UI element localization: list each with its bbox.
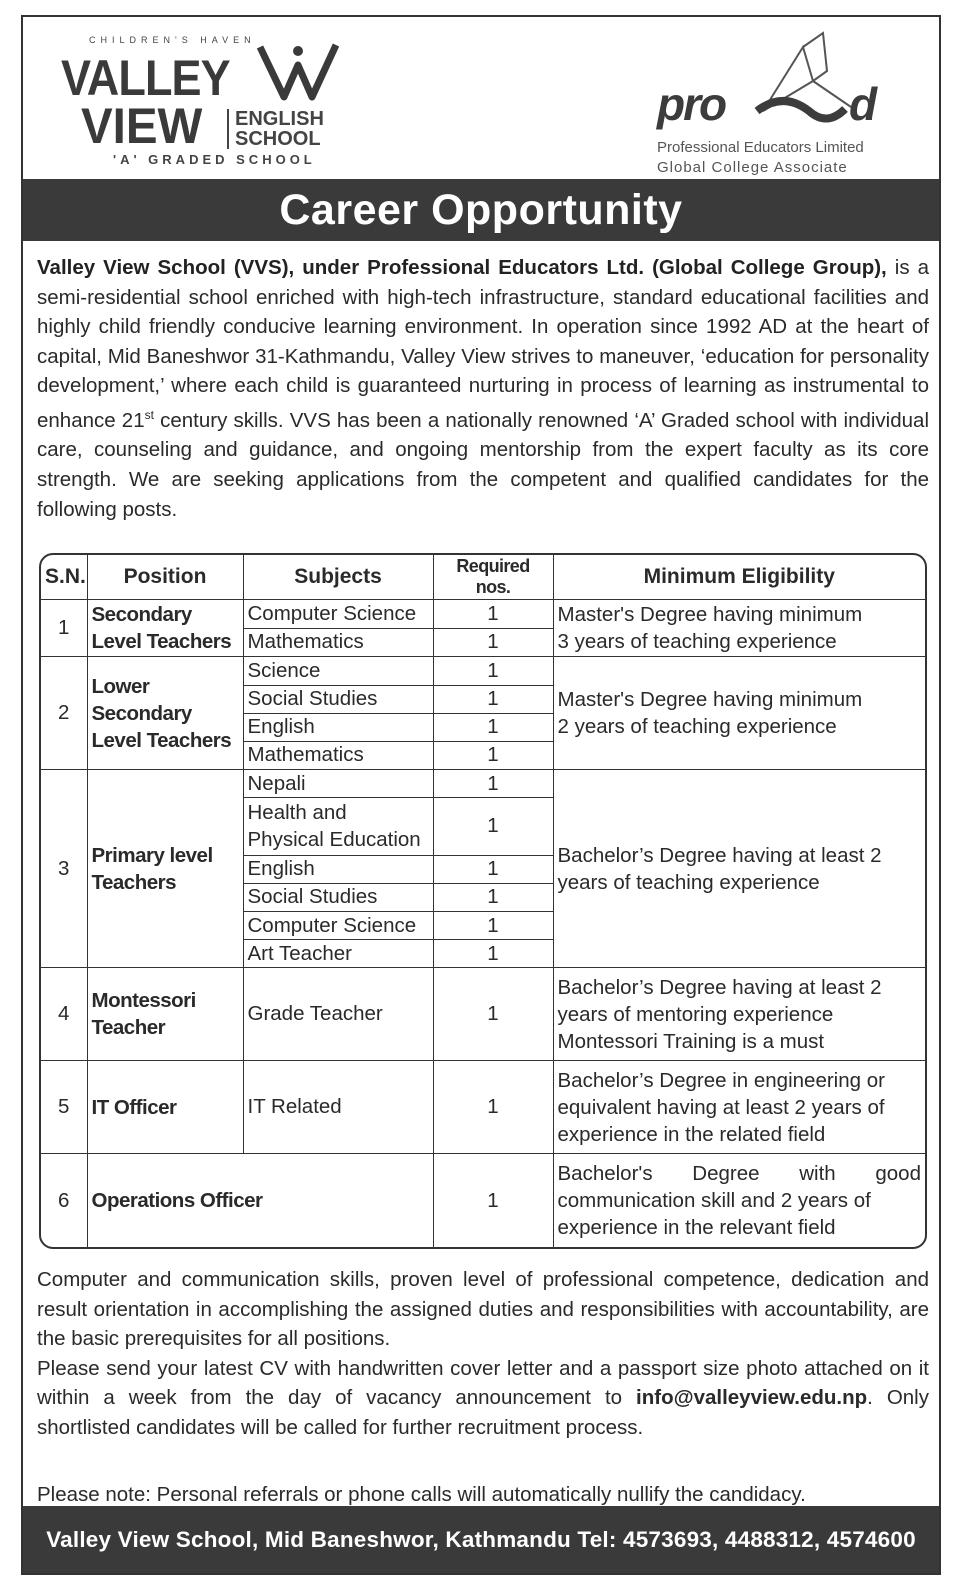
- required-cell: 1: [433, 912, 553, 940]
- position-line: Level Teachers: [91, 728, 232, 752]
- subject-cell: Social Studies: [243, 685, 433, 713]
- position-line: Level Teachers: [91, 630, 232, 654]
- intro-body-1: is a semi-residential school enriched with high-tech infrastructure, standard educational facilities and highly child friendly conducive learning environment. In operation since 1992 AD at the heart of capital, Mid Baneshwor 31-Kathmandu, Valley View strives to maneuver, ‘education for personality development,’ where each child is guaranteed nurturing in process of learning as instrumental to enhance 21: [37, 256, 929, 432]
- required-cell: 1: [433, 599, 553, 628]
- outro-text: [37, 1265, 929, 1443]
- subject-cell: Mathematics: [243, 628, 433, 657]
- required-cell: 1: [433, 770, 553, 798]
- note-text: Please note: Personal referrals or phone calls will automatically nullify the candidacy.: [37, 1483, 806, 1506]
- logo-english-school: [227, 109, 324, 149]
- eligibility-line: years of teaching experience: [557, 870, 820, 894]
- eligibility-line: experience in the relevant field: [557, 1216, 836, 1240]
- subject-cell: Nepali: [243, 770, 433, 798]
- position-line: Secondary: [91, 701, 192, 725]
- eligibility-line: communication skill and 2 years of: [557, 1189, 871, 1213]
- table-row: [41, 657, 925, 685]
- row-position: [87, 657, 243, 770]
- row-sn: 1: [41, 599, 87, 656]
- header-subjects: Subjects: [243, 555, 433, 599]
- outro-paragraph-1: Computer and communication skills, proven level of professional competence, dedication and result orientation in accomplishing the assigned duties and responsibilities with accountability, are the basic prerequisites for all positions.: [37, 1268, 929, 1351]
- subject-cell: Mathematics: [243, 741, 433, 769]
- header-eligibility: Minimum Eligibility: [553, 555, 925, 599]
- row-position: [87, 599, 243, 656]
- subject-cell: English: [243, 713, 433, 741]
- eligibility-line: experience in the related field: [557, 1122, 826, 1146]
- logo-english: ENGLISH: [235, 108, 324, 130]
- eligibility-line: Montessori Training is a must: [557, 1029, 825, 1053]
- eligibility-line: Bachelor's Degree with good: [557, 1162, 921, 1186]
- eligibility-line: Master's Degree having minimum: [557, 688, 863, 712]
- logo-tagline: CHILDREN'S HAVEN: [89, 35, 256, 45]
- subject-cell: Science: [243, 657, 433, 685]
- intro-superscript: st: [144, 407, 154, 422]
- required-cell: 1: [433, 657, 553, 685]
- prod-logo: [653, 25, 923, 175]
- eligibility-line: equivalent having at least 2 years of: [557, 1095, 885, 1119]
- valley-view-logo: [41, 35, 341, 170]
- subject-cell: IT Related: [243, 1061, 433, 1154]
- prod-word: pro: [657, 78, 726, 130]
- positions-table: [39, 553, 927, 1249]
- required-cell: 1: [433, 628, 553, 657]
- prod-word-end: d: [849, 78, 878, 130]
- required-cell: 1: [433, 685, 553, 713]
- logo-view-text: VIEW: [81, 98, 203, 154]
- required-cell: 1: [433, 741, 553, 769]
- row-position: [87, 770, 243, 968]
- header-required: Required nos.: [433, 555, 553, 599]
- outro-paragraph-2-start: Please send your latest CV with handwritten cover letter and a passport size photo attached on it within a week from the day of vacancy announcement to: [37, 1356, 929, 1410]
- position-line: Teacher: [91, 1016, 166, 1040]
- intro-body-2: century skills. VVS has been a nationally renowned ‘A’ Graded school with individual care, counseling and guidance, and ongoing mentorship from the expert faculty as its core strength. We are seeking applications from the competent and qualified candidates for the following posts.: [37, 408, 929, 521]
- header-sn: S.N.: [41, 555, 87, 599]
- figure-mark-icon: [256, 39, 340, 105]
- required-cell: 1: [433, 1154, 553, 1247]
- subject-cell: Social Studies: [243, 883, 433, 911]
- intro-paragraph: [37, 253, 929, 524]
- row-sn: 2: [41, 657, 87, 770]
- subject-cell: Grade Teacher: [243, 968, 433, 1061]
- table-row: [41, 968, 925, 1061]
- subject-line: Health and: [247, 801, 347, 825]
- position-line: Montessori: [91, 989, 196, 1013]
- eligibility-line: Bachelor’s Degree having at least 2: [557, 975, 882, 999]
- position-line: Teachers: [91, 870, 177, 894]
- eligibility-line: 2 years of teaching experience: [557, 715, 837, 739]
- eligibility-cell: [553, 968, 925, 1061]
- row-sn: 4: [41, 968, 87, 1061]
- table-row: [41, 599, 925, 628]
- eligibility-line: 3 years of teaching experience: [557, 630, 837, 654]
- subject-cell: Art Teacher: [243, 940, 433, 968]
- intro-lead: Valley View School (VVS), under Professional Educators Ltd. (Global College Group),: [37, 256, 887, 279]
- outro-paragraph-2: [37, 1354, 929, 1443]
- header-position: Position: [87, 555, 243, 599]
- subject-cell: Computer Science: [243, 599, 433, 628]
- banner-title: Career Opportunity: [23, 179, 939, 241]
- table-row: [41, 770, 925, 798]
- subject-cell: Computer Science: [243, 912, 433, 940]
- eligibility-cell: [553, 770, 925, 968]
- required-cell: 1: [433, 883, 553, 911]
- eligibility-cell: [553, 1154, 925, 1247]
- prod-swoosh-icon: [753, 89, 849, 133]
- footer-contact: Valley View School, Mid Baneshwor, Kathmandu Tel: 4573693, 4488312, 4574600: [23, 1506, 939, 1573]
- logo-graded: 'A' GRADED SCHOOL: [113, 152, 316, 167]
- email-link[interactable]: info@valleyview.edu.np: [636, 1386, 868, 1410]
- prod-line2: Global College Associate: [657, 159, 848, 176]
- row-position: [87, 968, 243, 1061]
- position-line: Primary level: [91, 843, 213, 867]
- eligibility-cell: [553, 1061, 925, 1154]
- eligibility-line: years of mentoring experience: [557, 1002, 834, 1026]
- required-cell: 1: [433, 1061, 553, 1154]
- prod-line1: Professional Educators Limited: [657, 139, 864, 156]
- row-sn: 6: [41, 1154, 87, 1247]
- table-header-row: [41, 555, 925, 599]
- subject-cell: [243, 798, 433, 855]
- row-position: IT Officer: [87, 1061, 243, 1154]
- logo-school: SCHOOL: [235, 128, 321, 150]
- required-cell: 1: [433, 855, 553, 883]
- position-line: Lower: [91, 674, 150, 698]
- table-row: [41, 1061, 925, 1154]
- subject-line: Physical Education: [247, 828, 421, 852]
- table-row: [41, 1154, 925, 1247]
- required-cell: 1: [433, 968, 553, 1061]
- logo-valley-text: VALLEY: [61, 50, 230, 106]
- required-cell: 1: [433, 713, 553, 741]
- outro-paragraph-2-end: . Only shortlisted candidates will be called for further recruitment process.: [37, 1386, 929, 1439]
- position-line: Secondary: [91, 603, 192, 627]
- eligibility-cell: [553, 599, 925, 656]
- row-sn: 5: [41, 1061, 87, 1154]
- eligibility-line: Bachelor’s Degree in engineering or: [557, 1068, 885, 1092]
- eligibility-line: Bachelor’s Degree having at least 2: [557, 843, 882, 867]
- row-position: Operations Officer: [87, 1154, 433, 1247]
- eligibility-cell: [553, 657, 925, 770]
- required-cell: 1: [433, 940, 553, 968]
- subject-cell: English: [243, 855, 433, 883]
- header: [23, 17, 939, 179]
- advertisement-frame: [21, 15, 941, 1575]
- row-sn: 3: [41, 770, 87, 968]
- eligibility-line: Master's Degree having minimum: [557, 603, 863, 627]
- required-cell: 1: [433, 798, 553, 855]
